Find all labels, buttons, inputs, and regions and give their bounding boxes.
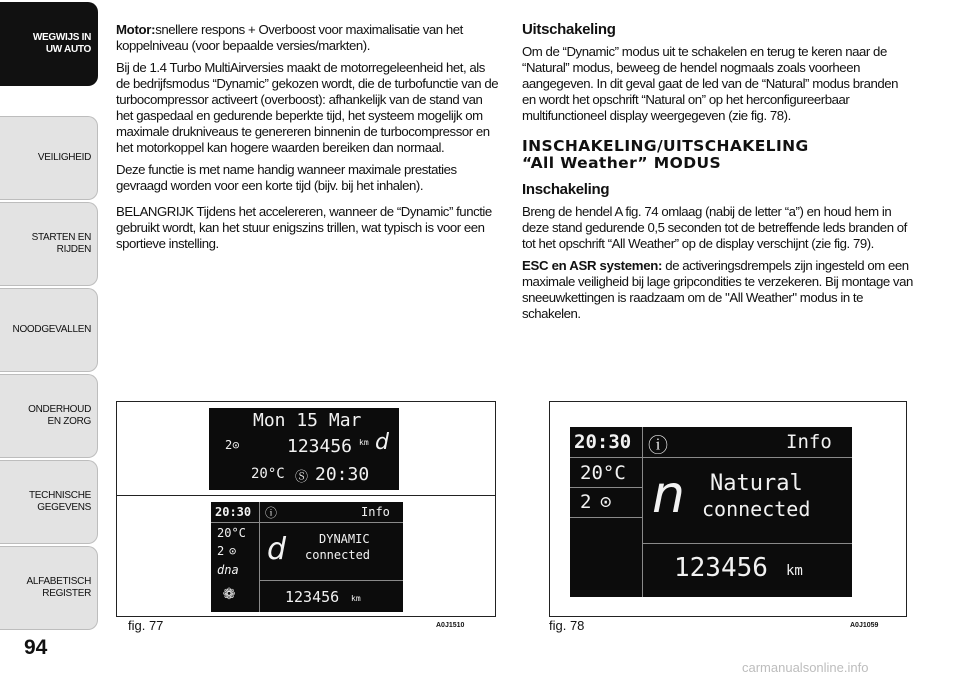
fig77-hsep: [211, 522, 403, 523]
fig77-bottom-temp: 20°C: [217, 526, 246, 540]
info-icon: ⓘ: [265, 506, 278, 520]
fig78-time: 20:30: [574, 431, 632, 453]
tab-alfabetisch-register[interactable]: [0, 546, 98, 630]
tab-veiligheid[interactable]: [0, 116, 98, 200]
tab-label: TECHNISCHE GEGEVENS: [28, 490, 91, 513]
fig78-display: [570, 427, 852, 597]
motor-text: snellere respons + Overboost voor maximalisatie van het koppelniveau (voor bepaalde versies/markten).: [116, 22, 463, 53]
fig77-vsep: [259, 502, 260, 612]
fig77-top-odo-unit: km: [359, 438, 369, 447]
fig77-mode-letter: d: [267, 532, 287, 567]
heading-inschakeling: Inschakeling: [522, 181, 610, 198]
fig78-mode: Natural: [710, 471, 803, 496]
paragraph-belangrijk: BELANGRIJK Tijdens het accelereren, wanneer de “Dynamic” functie gebruikt wordt, kan het stuur enigszins trillen, wat typisch is voor een sportieve instelling.: [116, 204, 492, 251]
paragraph-inschakeling: Breng de hendel A fig. 74 omlaag (nabij de letter “a”) en houd hem in deze stand gedurende 0,5 seconden tot de betreffende leds branden of tot het opschrift “All Weather” op de display verschijnt (zie fig. 79).: [522, 204, 907, 251]
page-number: 94: [24, 636, 48, 659]
info-icon: ⓘ: [648, 433, 668, 457]
fig77-date: Mon 15 Mar: [253, 410, 362, 431]
fig78-code: A0J1059: [850, 622, 879, 629]
fig77-dna-icon: ❁: [223, 580, 236, 604]
fig78-info-label: Info: [786, 431, 832, 453]
fig77-caption: fig. 77: [128, 618, 164, 633]
fig77-top-temp: 20°C: [251, 466, 285, 482]
paragraph-esc-asr: [522, 258, 914, 322]
fig78-hsep: [570, 457, 852, 458]
fig77-top-time: 20:30: [315, 464, 370, 485]
fig77-top-odo: 123456: [287, 436, 353, 457]
figure-77: [116, 401, 496, 617]
fig78-odo: 123456: [674, 553, 768, 583]
fig77-hsep2: [259, 580, 403, 581]
heading-uitschakeling: Uitschakeling: [522, 21, 616, 38]
fig78-hsep2: [642, 543, 852, 544]
fig77-parking-icon: Ⓢ: [295, 470, 309, 485]
section-title-line1: INSCHAKELING/UITSCHAKELING: [522, 137, 809, 155]
fig77-bottom-display: [211, 502, 403, 612]
esc-text: de activeringsdrempels zijn ingesteld om een maximale veiligheid bij lage gripcondities te verzekeren. Bij montage van sneeuwkettingen is raadzaam om de "All Weather" modus in te schakelen.: [522, 258, 913, 321]
tab-label: WEGWIJS IN UW AUTO: [32, 32, 91, 55]
tab-onderhoud-en-zorg[interactable]: [0, 374, 98, 458]
paragraph-motor: [116, 22, 500, 54]
watermark: carmanualsonline.info: [742, 660, 869, 675]
fig78-status: connected: [702, 497, 811, 521]
paragraph-uitschakeling: Om de “Dynamic” modus uit te schakelen en terug te keren naar de “Natural” modus, beweeg de hendel nogmaals zoals voorheen aangegeven. In dit geval gaat de led van de “Natural” modus branden en wordt het opschrift “Natural on” op het herconfigureerbaar multifunctioneel display weergegeven (zie fig. 78).: [522, 44, 899, 123]
chapter-sidebar: [0, 0, 100, 686]
fig77-lights-icon: 2⊙: [225, 438, 240, 452]
esc-label: ESC en ASR systemen:: [522, 258, 663, 273]
tab-wegwijs[interactable]: [0, 2, 98, 86]
tab-starten-en-rijden[interactable]: [0, 202, 98, 286]
fig78-hsep4: [570, 517, 642, 518]
fig78-mode-letter: n: [652, 465, 685, 525]
left-column: [116, 22, 500, 258]
fig77-mode: DYNAMIC: [319, 532, 370, 546]
fig77-dna: dna: [217, 563, 239, 577]
fig77-divider: [117, 495, 495, 496]
fig78-lights-icon: ⊙: [600, 491, 612, 513]
figure-78: [549, 401, 907, 617]
fig77-info-label: Info: [361, 505, 390, 519]
right-column: [522, 22, 914, 328]
fig78-vsep: [642, 427, 643, 597]
fig77-bottom-time: 20:30: [215, 505, 252, 519]
fig77-gear: 2: [217, 544, 225, 558]
fig78-hsep3: [570, 487, 642, 488]
fig78-odo-unit: km: [786, 563, 803, 579]
fig78-temp: 20°C: [580, 462, 626, 484]
tab-label: ONDERHOUD EN ZORG: [28, 404, 91, 427]
fig77-status: connected: [305, 548, 371, 562]
paragraph-turbo: Bij de 1.4 Turbo MultiAirversies maakt de motorregeleenheid het, als de bedrijfsmodus “Dynamic” gekozen wordt, die de turbofunctie van de turbocompressor activeert (overboost): afhankelijk van de stand van het gaspedaal en gedurende beperkte tijd, het systeem mogelijk om maximale drukniveaus te genereren binnenin de turbocompressor en het motorkoppel kan hogere waarden bereiken dan normaal.: [116, 60, 499, 155]
fig77-lights-icon-2: ⊙: [229, 544, 237, 558]
section-title-line2: “All Weather” MODUS: [522, 154, 722, 172]
fig78-gear: 2: [580, 491, 592, 513]
fig78-caption: fig. 78: [549, 618, 585, 633]
fig77-top-display: [209, 408, 399, 490]
tab-noodgevallen[interactable]: [0, 288, 98, 372]
fig77-bottom-odo: 123456: [285, 588, 340, 606]
fig77-top-mode-letter: d: [375, 430, 389, 455]
motor-label: Motor:: [116, 22, 156, 37]
tab-label: ALFABETISCH REGISTER: [26, 576, 91, 599]
fig77-bottom-odo-unit: km: [351, 594, 361, 603]
tab-label: STARTEN EN RIJDEN: [31, 232, 91, 255]
tab-label: VEILIGHEID: [37, 152, 91, 163]
fig77-code: A0J1510: [436, 622, 465, 629]
section-title: [522, 138, 914, 172]
tab-technische-gegevens[interactable]: [0, 460, 98, 544]
paragraph-prestaties: Deze functie is met name handig wanneer maximale prestaties gevraagd worden voor een korte tijd (bijv. bij het inhalen).: [116, 162, 457, 193]
tab-label: NOODGEVALLEN: [12, 324, 91, 335]
